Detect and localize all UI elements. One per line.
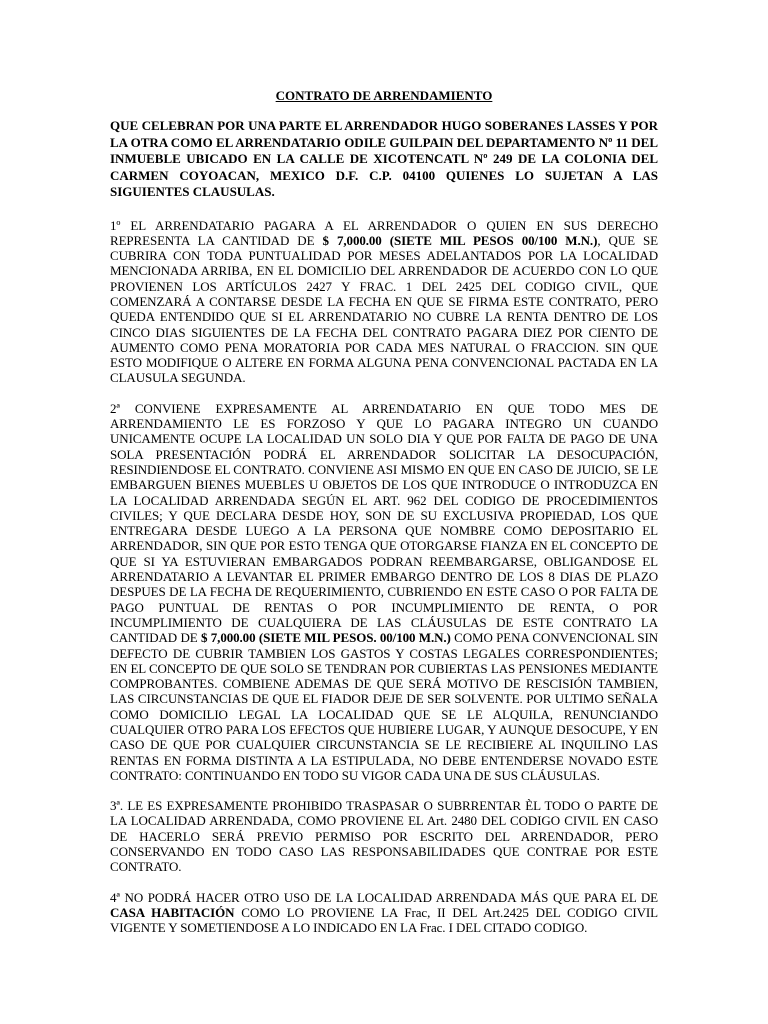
clause-2-text-c: COMO PENA CONVENCIONAL SIN DEFECTO DE CUBRIR TAMBIEN LOS GASTOS Y COSTAS LEGALES CORRESPONDIENTES; EN EL CONCEPTO DE QUE SOLO SE TENDRAN POR CUBIERTAS LAS PENSIONES MEDIANTE COMPROBANTES. COMBIENE ADEMAS DE QUE SERÁ MOTIVO DE RESCISIÓN TAMBIEN, LAS CIRCUNSTANCIAS DE QUE EL FIADOR DEJE DE SER SOLVENTE. POR ULTIMO SEÑALA COMO DOMICILIO LEGAL LA LOCALIDAD QUE SE LE ALQUILA, RENUNCIANDO CUALQUIER OTRO PARA LOS EFECTOS QUE HUBIERE LUGAR, Y AUNQUE DESOCUPE, Y EN CASO DE QUE POR CUALQUIER CIRCUNSTANCIA SE LE RECIBIERE AL INQUILINO LAS RENTAS EN FORMA DISTINTA A LA ESTIPULADA, NO DEBE ENTENDERSE NOVADO ESTE CONTRATO: CONTINUANDO EN TODO SU VIGOR CADA UNA DE SUS CLÁUSULAS. [110, 630, 659, 783]
document-title: CONTRATO DE ARRENDAMIENTO [275, 88, 493, 103]
clause-2 [110, 401, 658, 783]
clause-3-text: 3ª. LE ES EXPRESAMENTE PROHIBIDO TRASPASAR O SUBRRENTAR ÈL TODO O PARTE DE LA LOCALIDAD ARRENDADA, COMO PROVIENE EL Art. 2480 DEL CODIGO CIVIL EN CASO DE HACERLO SERÁ PREVIO PERMISO POR ESCRITO DEL ARRENDADOR, PERO CONSERVANDO EN TODO CASO LAS RESPONSABILIDADES QUE CONTRAE POR ESTE CONTRATO. [110, 798, 658, 875]
contract-intro: QUE CELEBRAN POR UNA PARTE EL ARRENDADOR HUGO SOBERANES LASSES Y POR LA OTRA COMO EL ARRENDATARIO ODILE GUILPAIN DEL DEPARTAMENTO Nº 11 DEL INMUEBLE UBICADO EN LA CALLE DE XICOTENCATL Nº 249 DE LA COLONIA DEL CARMEN COYOACAN, MEXICO D.F. C.P. 04100 QUIENES LO SUJETAN A LAS SIGUIENTES CLAUSULAS. [110, 118, 658, 199]
clause-1-amount: $ 7,000.00 (SIETE MIL PESOS 00/100 M.N.) [322, 232, 598, 248]
clause-1-text-a: 1º EL ARRENDATARIO PAGARA A EL ARRENDADOR O QUIEN EN SUS DERECHO REPRESENTA LA CANTIDAD DE [110, 217, 658, 248]
clause-4-use: CASA HABITACIÓN [110, 904, 235, 920]
clause-4 [110, 890, 658, 936]
clause-3 [110, 798, 658, 874]
clause-2-amount: $ 7,000.00 (SIETE MIL PESOS. 00/100 M.N.) [201, 630, 451, 646]
clause-1-text-c: , QUE SE CUBRIRA CON TODA PUNTUALIDAD POR MESES ADELANTADOS POR LA LOCALIDAD MENCIONADA ARRIBA, EN EL DOMICILIO DEL ARRENDADOR DE ACUERDO CON LO QUE PROVIENEN LOS ARTÍCULOS 2427 Y FRAC. 1 DEL 2425 DEL CODIGO CIVIL, QUE COMENZARÁ A CONTARSE DESDE LA FECHA EN QUE SE FIRMA ESTE CONTRATO, PERO QUEDA ENTENDIDO QUE SI EL ARRENDATARIO NO CUBRE LA RENTA DENTRO DE LOS CINCO DIAS SIGUIENTES DE LA FECHA DEL CONTRATO PAGARA DIEZ POR CIENTO DE AUMENTO COMO PENA MORATORIA POR CADA MES NATURAL O FRACCION. SIN QUE ESTO MODIFIQUE O ALTERE EN FORMA ALGUNA PENA CONVENCIONAL PACTADA EN LA CLAUSULA SEGUNDA. [110, 232, 659, 386]
clause-4-text-a: 4ª NO PODRÁ HACER OTRO USO DE LA LOCALIDAD ARRENDADA MÁS QUE PARA EL DE [110, 889, 658, 905]
clause-1 [110, 218, 658, 386]
clause-2-text-a: 2ª CONVIENE EXPRESAMENTE AL ARRENDATARIO EN QUE TODO MES DE ARRENDAMIENTO LE ES FORZOSO Y QUE LO PAGARA INTEGRO UN CUANDO UNICAMENTE OCUPE LA LOCALIDAD UN SOLO DIA Y QUE POR FALTA DE PAGO DE UNA SOLA PRESENTACIÓN PODRÁ EL ARRENDADOR SOLICITAR LA DESOCUPACIÓN, RESINDIENDOSE EL CONTRATO. CONVIENE ASI MISMO EN QUE EN CASO DE JUICIO, SE LE EMBARGUEN BIENES MUEBLES U OBJETOS DE LOS QUE INTRODUCE O INTRODUZCA EN LA LOCALIDAD ARRENDADA SEGÚN EL ART. 962 DEL CODIGO DE PROCEDIMIENTOS CIVILES; Y QUE DECLARA DESDE HOY, SON DE SU EXCLUSIVA PROPIEDAD, LOS QUE ENTREGARA DESDE LUEGO A LA PERSONA QUE NOMBRE COMO DEPOSITARIO EL ARRENDADOR, SIN QUE POR ESTO TENGA QUE OTORGARSE FIANZA EN EL CONCEPTO DE QUE SI YA ESTUVIERAN EMBARGADOS PODRAN REEMBARGARSE, OBLIGANDOSE EL ARRENDATARIO A LEVANTAR EL PRIMER EMBARGO DENTRO DE LOS 8 DIAS DE PLAZO DESPUES DE LA FECHA DE REQUERIMIENTO, CUBRIENDO EN ESTE CASO O POR FALTA DE PAGO PUNTUAL DE RENTAS O POR INCUMPLIMIENTO DE RENTA, O POR INCUMPLIMIENTO DE CUALQUIERA DE LAS CLÁUSULAS DE ESTE CONTRATO LA CANTIDAD DE [110, 400, 658, 646]
clause-4-text-c: COMO LO PROVIENE LA Frac, II DEL Art.2425 DEL CODIGO CIVIL VIGENTE Y SOMETIENDOSE A LO INDICADO EN LA Frac. I DEL CITADO CODIGO. [110, 904, 659, 936]
